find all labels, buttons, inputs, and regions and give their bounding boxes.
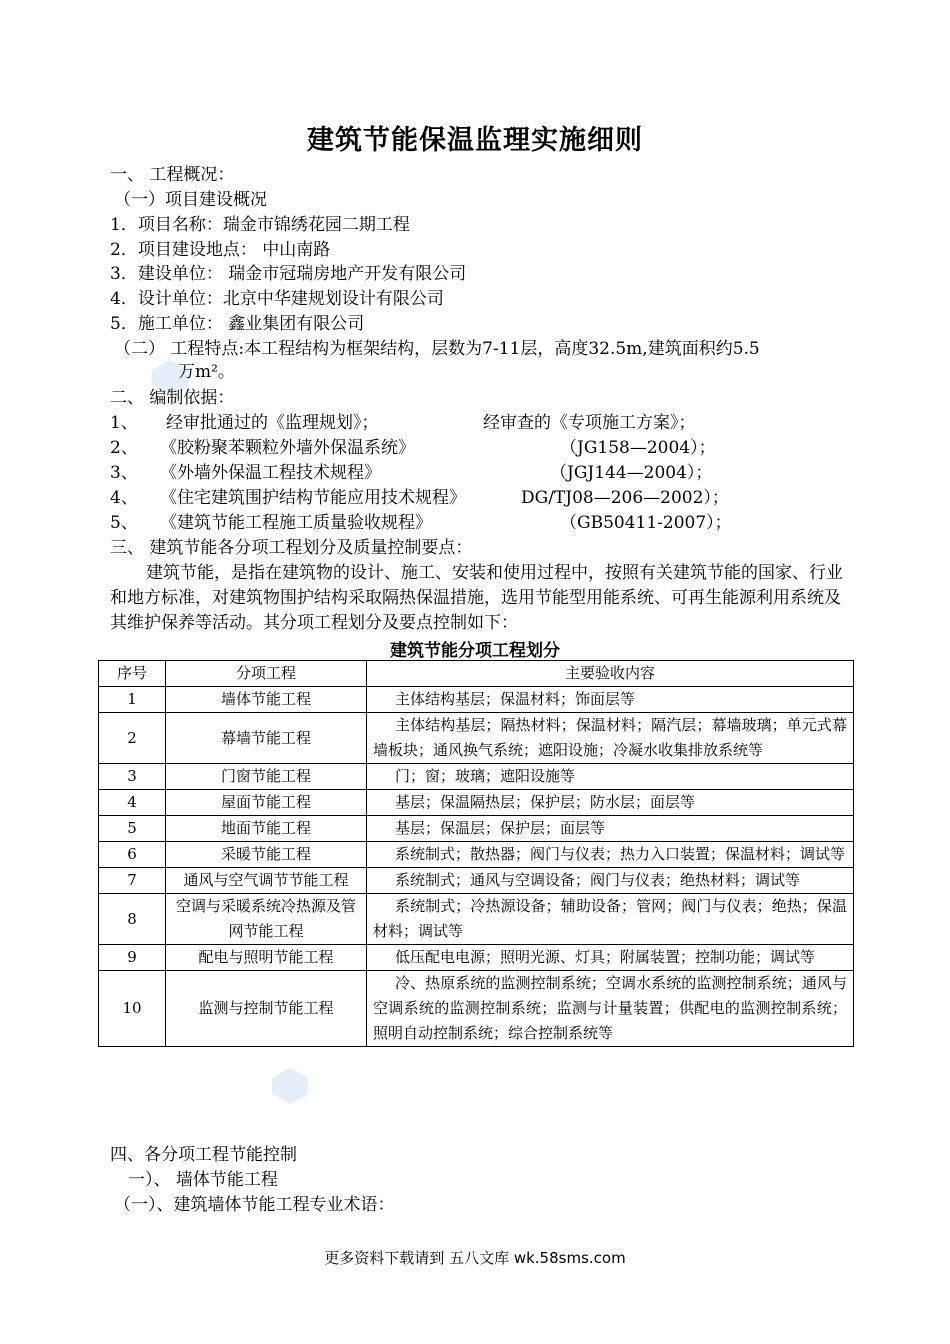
row-name: 配电与照明节能工程 xyxy=(166,945,367,971)
row-content: 系统制式；散热器；阀门与仪表；热力入口装置；保温材料；调试等 xyxy=(367,842,854,868)
project-feature-line: （二） 工程特点:本工程结构为框架结构，层数为7-11层，高度32.5m,建筑面积约5.5 xyxy=(114,339,760,359)
row-name: 通风与空气调节节能工程 xyxy=(166,868,367,894)
row-no: 2 xyxy=(99,713,166,764)
table-row xyxy=(99,842,854,868)
basis-left: 《住宅建筑围护结构节能应用技术规程》 xyxy=(160,488,466,508)
table-row xyxy=(99,945,854,971)
row-content: 系统制式；通风与空调设备；阀门与仪表；绝热材料；调试等 xyxy=(367,868,854,894)
row-content: 低压配电电源；照明光源、灯具；附属装置；控制功能；调试等 xyxy=(367,945,854,971)
row-content: 基层；保温层；保护层；面层等 xyxy=(367,816,854,842)
section-3-paragraph: 建筑节能，是指在建筑物的设计、施工、安装和使用过程中，按照有关建筑节能的国家、行业和地方标准，对建筑物围护结构采取隔热保温措施，选用节能型用能系统、可再生能源利用系统及其维护保养等活动。其分项工程划分及要点控制如下： xyxy=(110,563,843,633)
section-4-heading: 四、各分项工程节能控制 xyxy=(110,1145,297,1165)
basis-left: 经审批通过的《监理规划》； xyxy=(166,413,379,433)
row-name: 幕墙节能工程 xyxy=(166,713,367,764)
basis-no: 1、 xyxy=(110,413,138,433)
row-content: 门；窗；玻璃；遮阳设施等 xyxy=(367,764,854,790)
designer-item: 4．设计单位：北京中华建规划设计有限公司 xyxy=(110,289,444,309)
row-content: 主体结构基层；隔热材料；保温材料；隔汽层；幕墙玻璃；单元式幕墙板块；通风换气系统；遮阳设施；冷凝水收集排放系统等 xyxy=(367,713,854,764)
row-name: 空调与采暖系统冷热源及管网节能工程 xyxy=(166,894,367,945)
table-header-row xyxy=(99,661,854,687)
basis-right: （JGJ144—2004）； xyxy=(550,463,713,483)
section-1-heading: 一、 工程概况： xyxy=(110,165,235,185)
project-location-item: 2．项目建设地点： 中山南路 xyxy=(110,240,331,260)
row-no: 7 xyxy=(99,868,166,894)
row-no: 1 xyxy=(99,687,166,713)
subitem-table xyxy=(98,660,854,1047)
footer-download-note: 更多资料下载请到 五八文库 wk.58sms.com xyxy=(324,1249,626,1267)
row-content: 基层；保温隔热层；保护层；防水层；面层等 xyxy=(367,790,854,816)
page-title: 建筑节能保温监理实施细则 xyxy=(307,125,643,156)
table-row xyxy=(99,764,854,790)
basis-left: 《外墙外保温工程技术规程》 xyxy=(160,463,381,483)
table-row xyxy=(99,894,854,945)
basis-no: 5、 xyxy=(110,513,138,533)
section-1-subheading: （一）项目建设概况 xyxy=(114,190,267,210)
basis-right: 经审查的《专项施工方案》； xyxy=(483,413,696,433)
basis-no: 4、 xyxy=(110,488,138,508)
section-4-subheading: 一）、 墙体节能工程 xyxy=(128,1170,278,1190)
table-title: 建筑节能分项工程划分 xyxy=(390,641,560,661)
basis-left: 《胶粉聚苯颗粒外墙外保温系统》 xyxy=(160,438,415,458)
row-name: 屋面节能工程 xyxy=(166,790,367,816)
row-no: 8 xyxy=(99,894,166,945)
table-row xyxy=(99,816,854,842)
table-row xyxy=(99,687,854,713)
row-name: 门窗节能工程 xyxy=(166,764,367,790)
basis-right: DG/TJ08—206—2002）； xyxy=(521,488,729,508)
row-name: 地面节能工程 xyxy=(166,816,367,842)
builder-item: 3．建设单位： 瑞金市冠瑞房地产开发有限公司 xyxy=(110,264,467,284)
basis-left: 《建筑节能工程施工质量验收规程》 xyxy=(160,513,432,533)
row-name: 采暖节能工程 xyxy=(166,842,367,868)
basis-right: （JG158—2004）； xyxy=(560,438,716,458)
watermark-icon xyxy=(150,358,190,398)
row-content: 主体结构基层；保温材料；饰面层等 xyxy=(367,687,854,713)
table-row xyxy=(99,868,854,894)
header-no: 序号 xyxy=(99,661,166,687)
row-no: 5 xyxy=(99,816,166,842)
section-3-heading: 三、 建筑节能各分项工程划分及质量控制要点： xyxy=(110,538,473,558)
basis-right: （GB50411-2007）； xyxy=(560,513,732,533)
table-row xyxy=(99,971,854,1047)
row-name: 墙体节能工程 xyxy=(166,687,367,713)
watermark-icon xyxy=(270,1066,310,1106)
header-content: 主要验收内容 xyxy=(367,661,854,687)
table-row xyxy=(99,790,854,816)
header-name: 分项工程 xyxy=(166,661,367,687)
row-no: 4 xyxy=(99,790,166,816)
row-name: 监测与控制节能工程 xyxy=(166,971,367,1047)
contractor-item: 5．施工单位： 鑫业集团有限公司 xyxy=(110,314,365,334)
basis-no: 3、 xyxy=(110,463,138,483)
basis-no: 2、 xyxy=(110,438,138,458)
section-4-term-heading: （一）、建筑墙体节能工程专业术语： xyxy=(114,1195,395,1215)
table-row xyxy=(99,713,854,764)
row-content: 系统制式；冷热源设备；辅助设备；管网；阀门与仪表；绝热；保温材料；调试等 xyxy=(367,894,854,945)
row-content: 冷、热原系统的监测控制系统；空调水系统的监测控制系统；通风与空调系统的监测控制系统；监测与计量装置；供配电的监测控制系统；照明自动控制系统；综合控制系统等 xyxy=(367,971,854,1047)
project-feature-line-cont: 万m²。 xyxy=(178,362,235,382)
row-no: 9 xyxy=(99,945,166,971)
row-no: 3 xyxy=(99,764,166,790)
project-name-item: 1．项目名称：瑞金市锦绣花园二期工程 xyxy=(110,215,410,235)
row-no: 6 xyxy=(99,842,166,868)
section-2-heading: 二、 编制依据： xyxy=(110,388,235,408)
row-no: 10 xyxy=(99,971,166,1047)
